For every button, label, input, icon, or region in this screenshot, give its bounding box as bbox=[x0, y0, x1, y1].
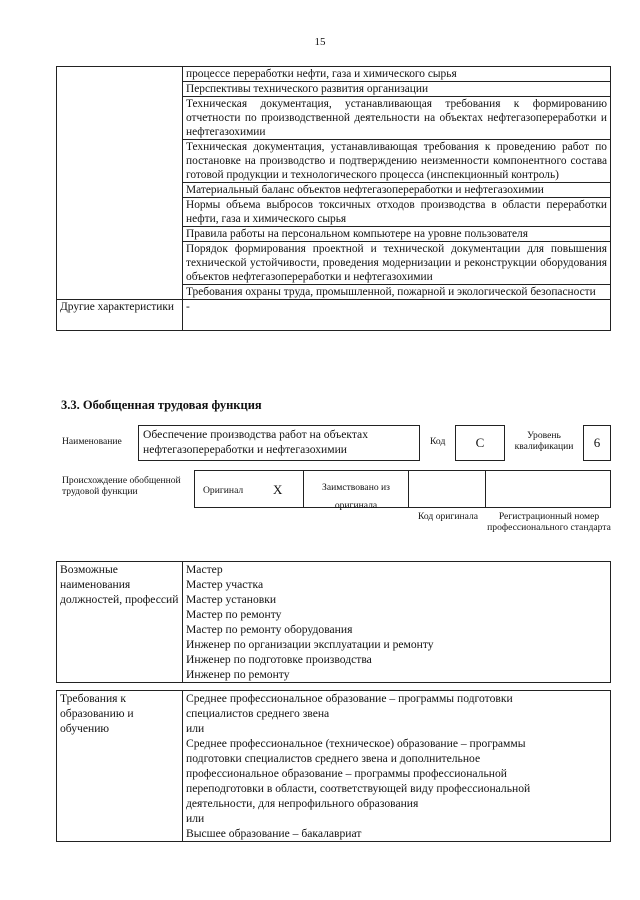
code-value: C bbox=[455, 425, 505, 461]
position-item: Инженер по ремонту bbox=[186, 668, 290, 681]
knowledge-row: Техническая документация, устанавливающая требования к проведению работ по постановке на производство и подтверждению неизменности компонентного состава готовой продукции и технологического процесса (инспекционный контроль) bbox=[183, 140, 611, 183]
education-table bbox=[56, 690, 611, 842]
position-item: Инженер по подготовке производства bbox=[186, 653, 372, 666]
reg-number-cell bbox=[485, 470, 611, 508]
other-characteristics-value: - bbox=[183, 300, 611, 331]
education-line: или bbox=[186, 722, 205, 735]
positions-table bbox=[56, 561, 611, 683]
education-line: Среднее профессиональное образование – программы подготовки bbox=[186, 692, 513, 705]
education-line: специалистов среднего звена bbox=[186, 707, 330, 720]
position-item: Мастер по ремонту bbox=[186, 608, 282, 621]
reg-caption: Регистрационный номер профессионального стандарта bbox=[487, 511, 611, 533]
positions-list bbox=[183, 562, 611, 683]
original-code-cell bbox=[408, 470, 486, 508]
education-line: подготовки специалистов среднего звена и дополнительное bbox=[186, 752, 481, 765]
original-mark: X bbox=[273, 482, 283, 497]
section-title: 3.3. Обобщенная трудовая функция bbox=[61, 398, 262, 412]
education-line: Высшее образование – бакалавриат bbox=[186, 827, 362, 840]
education-label: Требования к образованию и обучению bbox=[57, 691, 183, 842]
education-line: Среднее профессиональное (техническое) образование – программы bbox=[186, 737, 526, 750]
position-item: Мастер по ремонту оборудования bbox=[186, 623, 353, 636]
position-item: Мастер участка bbox=[186, 578, 264, 591]
borrowed-label: Заимствовано из оригинала bbox=[322, 482, 390, 511]
code-label: Код bbox=[430, 436, 446, 447]
knowledge-row: Материальный баланс объектов нефтегазопереработки и нефтегазохимии bbox=[183, 183, 611, 198]
knowledge-row: Порядок формирования проектной и технической документации для повышения технической устойчивости, проведения модернизации и реконструкции оборудования объектов нефтегазопереработки и нефтегазохимии bbox=[183, 242, 611, 285]
name-label: Наименование bbox=[62, 436, 122, 447]
borrowed-cell bbox=[303, 470, 409, 511]
education-line: переподготовки в области, соответствующей виду профессиональной bbox=[186, 782, 531, 795]
positions-label: Возможные наименования должностей, профессий bbox=[57, 562, 183, 683]
other-characteristics-label: Другие характеристики bbox=[57, 300, 183, 331]
code-caption: Код оригинала bbox=[417, 511, 479, 522]
knowledge-row: Перспективы технического развития организации bbox=[183, 82, 611, 97]
education-line: профессиональное образование – программы профессиональной bbox=[186, 767, 507, 780]
knowledge-row: Нормы объема выбросов токсичных отходов производства в области переработки нефти, газа и химического сырья bbox=[183, 198, 611, 227]
origin-label: Происхождение обобщенной трудовой функции bbox=[62, 475, 181, 497]
empty-label-cell bbox=[57, 67, 183, 300]
education-line: деятельности, для непрофильного образования bbox=[186, 797, 419, 810]
level-value: 6 bbox=[583, 425, 611, 461]
original-label: Оригинал bbox=[203, 485, 244, 496]
position-item: Мастер bbox=[186, 563, 223, 576]
position-item: Мастер установки bbox=[186, 593, 277, 606]
knowledge-row: Техническая документация, устанавливающая требования к формированию отчетности по производственной деятельности на объектах нефтегазопереработки и нефтегазохимии bbox=[183, 97, 611, 140]
page-number: 15 bbox=[314, 36, 326, 48]
knowledge-row: процессе переработки нефти, газа и химического сырья bbox=[183, 67, 611, 82]
knowledge-table bbox=[56, 66, 611, 331]
knowledge-row: Правила работы на персональном компьютере на уровне пользователя bbox=[183, 227, 611, 242]
position-item: Инженер по организации эксплуатации и ремонту bbox=[186, 638, 434, 651]
education-line: или bbox=[186, 812, 205, 825]
level-label: Уровень квалификации bbox=[514, 430, 574, 452]
education-text bbox=[183, 691, 611, 842]
original-cell bbox=[194, 470, 304, 508]
knowledge-row: Требования охраны труда, промышленной, пожарной и экологической безопасности bbox=[183, 285, 611, 300]
function-name: Обеспечение производства работ на объектах нефтегазопереработки и нефтегазохимии bbox=[138, 425, 420, 461]
